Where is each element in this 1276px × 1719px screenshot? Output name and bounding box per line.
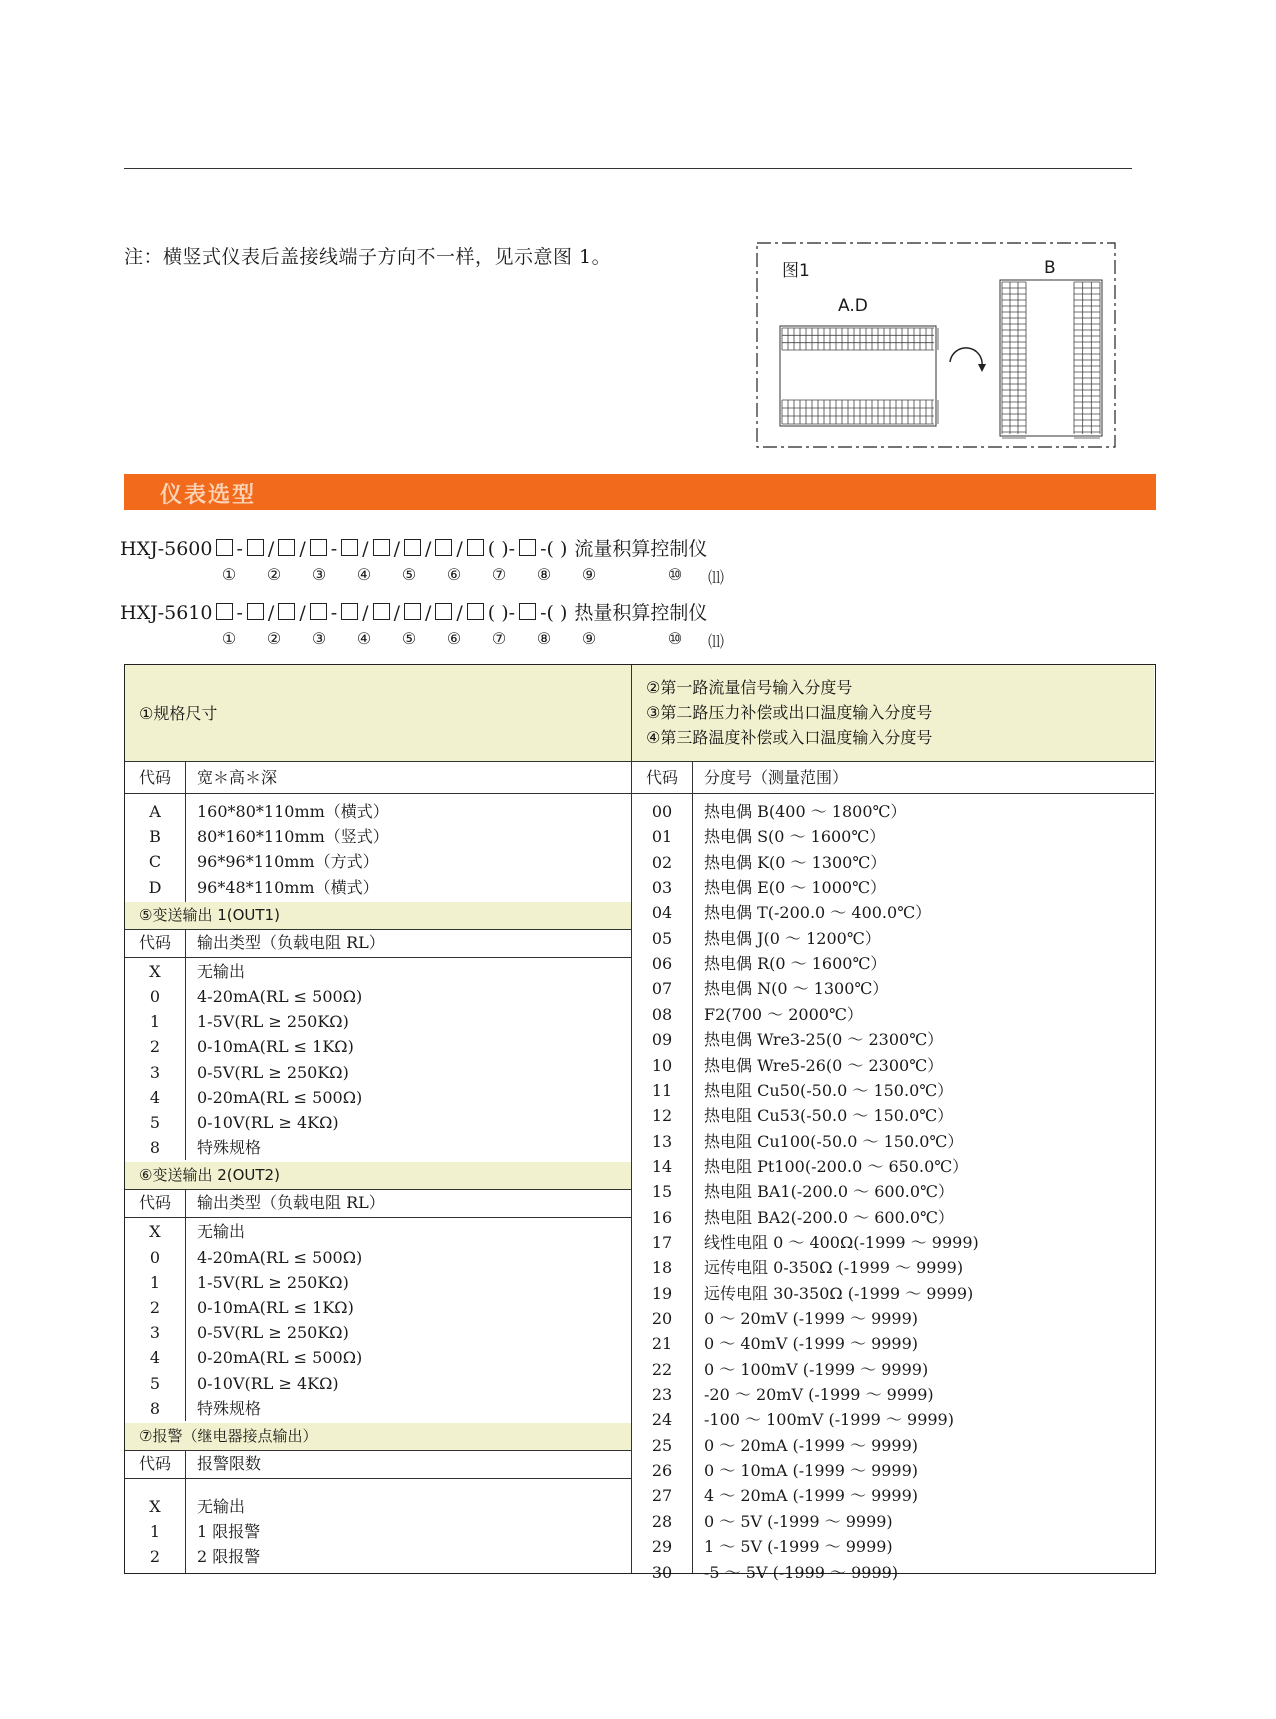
code-slot-box (519, 539, 536, 556)
sensor-row-desc: 热电偶 S(0 ～ 1600℃） (704, 827, 886, 847)
code-slot-box (435, 603, 452, 620)
out2-row-desc: 特殊规格 (197, 1398, 262, 1418)
slot-number: ⑥ (446, 565, 462, 584)
code-separator: - (330, 538, 338, 560)
out2-row-code: 1 (149, 1272, 161, 1292)
sensor-row-desc: 热电阻 BA1(-200.0 ～ 600.0℃） (704, 1182, 954, 1202)
model-numbers-5610 (0, 629, 1276, 651)
code-separator: ( )- (487, 538, 516, 560)
out1-row-code: 4 (149, 1087, 161, 1107)
code-slot-box (404, 539, 421, 556)
row-divider (125, 957, 631, 958)
sensor-col-desc: 分度号（测量范围） (704, 768, 849, 787)
sensor-row-code: 02 (651, 852, 673, 872)
sensor-row-code: 13 (651, 1131, 673, 1151)
sensor-row-desc: 热电阻 Cu100(-50.0 ～ 150.0℃） (704, 1131, 964, 1151)
sensor-row-desc: 热电偶 T(-200.0 ～ 400.0℃） (704, 903, 932, 923)
sensor-row-code: 28 (651, 1511, 673, 1531)
code-separator: / (267, 602, 275, 624)
sensor-row-desc: 热电阻 Cu50(-50.0 ～ 150.0℃） (704, 1080, 954, 1100)
sensor-row-code: 14 (651, 1156, 673, 1176)
code-separator: / (424, 602, 432, 624)
col-divider (692, 761, 693, 1573)
code-slot-box (435, 539, 452, 556)
model-prefix: HXJ-5600 (120, 538, 213, 560)
sensor-row-code: 03 (651, 878, 673, 898)
out1-row-code: 0 (149, 987, 161, 1006)
slot-number: ⑦ (491, 565, 507, 584)
sensor-row-desc: 热电阻 Pt100(-200.0 ～ 650.0℃） (704, 1156, 969, 1176)
selection-table (124, 664, 1156, 1582)
slot-number: ⑩ (667, 565, 683, 584)
out2-row-desc: 4-20mA(RL ≤ 500Ω) (197, 1247, 363, 1267)
sensor-row-desc: 0 ～ 40mV (-1999 ～ 9999) (704, 1334, 919, 1354)
alarm-row-desc: 2 限报警 (197, 1547, 261, 1567)
sensor-row-code: 11 (651, 1080, 673, 1100)
out1-row-desc: 0-10mA(RL ≤ 1KΩ) (197, 1037, 354, 1057)
sensor-row-desc: 0 ～ 20mA (-1999 ～ 9999) (704, 1435, 919, 1455)
sensor-row-code: 22 (651, 1359, 673, 1379)
code-separator: / (299, 602, 306, 624)
sensor-row-code: 24 (651, 1410, 673, 1430)
model-prefix: HXJ-5610 (120, 602, 213, 624)
sensor-row-desc: F2(700 ～ 2000℃） (704, 1004, 863, 1024)
sensor-row-code: 10 (651, 1055, 673, 1075)
sensor-row-code: 19 (651, 1283, 673, 1303)
out2-row-code: 3 (149, 1323, 161, 1343)
slot-number: ② (266, 629, 282, 648)
out2-row-code: 8 (149, 1398, 161, 1418)
out1-row-desc: 0-5V(RL ≥ 250KΩ) (197, 1062, 349, 1082)
code-separator: - (236, 538, 243, 560)
sensor-row-code: 08 (651, 1004, 673, 1024)
code-separator: / (456, 538, 463, 560)
size-col-desc: 宽＊高＊深 (197, 768, 278, 787)
section-title: 仪表选型 (160, 483, 257, 508)
slot-number: ③ (311, 565, 327, 584)
row-divider (632, 793, 1154, 794)
row-divider (125, 793, 631, 794)
out1-row-code: 2 (149, 1037, 161, 1057)
slot-number: ⑨ (581, 629, 597, 648)
code-separator: - (330, 602, 338, 624)
sensor-row-desc: 热电偶 Wre5-26(0 ～ 2300℃） (704, 1055, 944, 1075)
sensor-row-code: 16 (651, 1207, 673, 1227)
out1-row-code: 8 (149, 1138, 161, 1158)
slot-number: ⑧ (536, 565, 552, 584)
size-row-desc: 80*160*110mm（竖式） (197, 827, 389, 847)
code-slot-box (247, 603, 264, 620)
code-slot-box (373, 603, 390, 620)
out1-row-desc: 0-10V(RL ≥ 4KΩ) (197, 1113, 339, 1132)
out1-row-desc: 4-20mA(RL ≤ 500Ω) (197, 987, 363, 1006)
header-sensor-line-2: ③第二路压力补偿或出口温度输入分度号 (646, 703, 933, 722)
sensor-row-desc: 热电偶 B(400 ～ 1800℃） (704, 802, 907, 821)
alarm-col-desc: 报警限数 (197, 1454, 262, 1473)
sensor-row-code: 26 (651, 1461, 673, 1481)
slot-number: ⑤ (401, 629, 417, 648)
sensor-row-code: 30 (651, 1562, 673, 1582)
alarm-row-desc: 1 限报警 (197, 1522, 261, 1542)
sensor-row-code: 18 (651, 1258, 673, 1278)
model-line-5610 (120, 598, 707, 625)
out1-title: ⑤变送输出 1(OUT1) (125, 902, 631, 929)
header-sensor-line-1: ②第一路流量信号输入分度号 (646, 678, 853, 697)
col-divider (185, 929, 186, 1161)
alarm-title: ⑦报警（继电器接点输出） (125, 1423, 631, 1450)
alarm-row-code: 1 (149, 1522, 161, 1542)
sensor-row-desc: 远传电阻 30-350Ω (-1999 ～ 9999) (704, 1283, 974, 1303)
rotate-arrow-icon (950, 348, 982, 366)
code-separator: / (362, 538, 369, 560)
out1-row-code: X (149, 961, 161, 981)
header-size-label: ①规格尺寸 (139, 704, 218, 723)
terminal-block-horizontal (780, 326, 938, 426)
alarm-row-code: X (149, 1497, 161, 1516)
slot-number: ③ (311, 629, 327, 648)
sensor-row-code: 12 (651, 1106, 673, 1126)
out2-row-desc: 0-5V(RL ≥ 250KΩ) (197, 1323, 349, 1343)
sensor-row-desc: -5 ～ 5V (-1999 ～ 9999) (704, 1562, 899, 1582)
code-slot-box (247, 539, 264, 556)
model-suffix: 热量积算控制仪 (568, 602, 708, 624)
sensor-row-code: 04 (651, 903, 673, 923)
header-sensor-line-3: ④第三路温度补偿或入口温度输入分度号 (646, 728, 933, 747)
sensor-row-desc: 热电阻 Cu53(-50.0 ～ 150.0℃） (704, 1106, 954, 1126)
out1-row-desc: 1-5V(RL ≥ 250KΩ) (197, 1012, 349, 1032)
size-row-code: A (149, 802, 161, 821)
sensor-row-desc: 热电偶 Wre3-25(0 ～ 2300℃） (704, 1030, 944, 1050)
out2-row-desc: 0-10mA(RL ≤ 1KΩ) (197, 1298, 354, 1317)
code-slot-box (278, 603, 295, 620)
out2-row-code: X (149, 1222, 161, 1242)
size-row-code: C (148, 852, 162, 872)
code-slot-box (216, 603, 233, 620)
figure-1 (756, 242, 1116, 448)
code-slot-box (467, 603, 484, 620)
slot-number: ② (266, 565, 282, 584)
out1-row-desc: 特殊规格 (197, 1138, 262, 1158)
sensor-row-desc: 热电偶 K(0 ～ 1300℃） (704, 852, 887, 872)
code-slot-box (278, 539, 295, 556)
code-separator: / (393, 602, 400, 624)
out2-row-desc: 无输出 (197, 1222, 246, 1242)
out2-row-desc: 1-5V(RL ≥ 250KΩ) (197, 1272, 349, 1292)
model-numbers-5600 (0, 565, 1276, 587)
code-separator: / (393, 538, 400, 560)
sensor-row-desc: 线性电阻 0 ～ 400Ω(-1999 ～ 9999) (704, 1232, 979, 1252)
sensor-row-desc: -100 ～ 100mV (-1999 ～ 9999) (704, 1410, 954, 1430)
out1-col-code: 代码 (138, 932, 171, 952)
out1-row-code: 1 (149, 1012, 161, 1032)
size-row-desc: 160*80*110mm（横式） (197, 802, 389, 821)
code-slot-box (310, 539, 327, 556)
slot-number: ⑦ (491, 629, 507, 648)
out1-row-code: 5 (149, 1113, 161, 1132)
alarm-row-code: 2 (149, 1547, 161, 1567)
model-suffix: 流量积算控制仪 (568, 538, 708, 560)
col-divider (185, 1450, 186, 1570)
slot-number: ⑨ (581, 565, 597, 584)
row-divider (125, 1217, 631, 1218)
out2-row-code: 2 (149, 1298, 161, 1317)
size-col-code: 代码 (138, 768, 171, 787)
sensor-row-code: 27 (651, 1486, 673, 1506)
sensor-row-desc: 4 ～ 20mA (-1999 ～ 9999) (704, 1486, 919, 1506)
slot-number: ⑥ (446, 629, 462, 648)
out2-row-code: 0 (149, 1247, 161, 1267)
alarm-col-code: 代码 (138, 1454, 171, 1473)
row-divider (125, 761, 1154, 762)
out2-row-desc: 0-20mA(RL ≤ 500Ω) (197, 1348, 363, 1368)
code-separator: / (299, 538, 306, 560)
header-sensor (632, 665, 1154, 761)
sensor-row-desc: 热电偶 R(0 ～ 1600℃） (704, 954, 887, 974)
code-slot-box (216, 539, 233, 556)
out1-row-desc: 无输出 (197, 961, 246, 981)
sensor-row-desc: 热电偶 N(0 ～ 1300℃） (704, 979, 889, 999)
code-slot-box (519, 603, 536, 620)
col-divider (185, 1189, 186, 1421)
sensor-row-code: 00 (651, 802, 673, 821)
size-row-code: D (148, 877, 162, 897)
out1-col-desc: 输出类型（负载电阻 RL） (197, 932, 385, 952)
sensor-row-desc: 热电阻 BA2(-200.0 ～ 600.0℃） (704, 1207, 954, 1227)
terminal-block-vertical (1000, 280, 1102, 438)
code-separator: - (236, 602, 243, 624)
out2-col-code: 代码 (138, 1193, 171, 1213)
code-separator: ( )- (487, 602, 516, 624)
sensor-row-code: 05 (651, 928, 673, 948)
out2-col-desc: 输出类型（负载电阻 RL） (197, 1193, 385, 1213)
col-divider (185, 1570, 186, 1573)
code-slot-box (373, 539, 390, 556)
size-row-desc: 96*96*110mm（方式） (197, 852, 379, 872)
sensor-row-code: 25 (651, 1435, 673, 1455)
code-separator: / (456, 602, 463, 624)
row-divider (125, 1478, 631, 1479)
figure-label-ad: A.D (838, 296, 868, 316)
sensor-row-code: 17 (651, 1232, 673, 1252)
sensor-row-desc: 0 ～ 5V (-1999 ～ 9999) (704, 1511, 893, 1531)
figure-label-b: B (1044, 258, 1056, 278)
out2-title: ⑥变送输出 2(OUT2) (125, 1162, 631, 1189)
out1-row-desc: 0-20mA(RL ≤ 500Ω) (197, 1087, 363, 1107)
section-band (124, 474, 1156, 510)
sensor-row-code: 06 (651, 954, 673, 974)
code-slot-box (341, 603, 358, 620)
slot-number: ⑩ (667, 629, 683, 648)
top-rule (124, 168, 1132, 169)
sensor-row-desc: 0 ～ 10mA (-1999 ～ 9999) (704, 1461, 919, 1481)
sensor-row-code: 15 (651, 1182, 673, 1202)
sensor-col-code: 代码 (645, 768, 678, 787)
slot-number: ① (221, 629, 237, 648)
out1-row-code: 3 (149, 1062, 161, 1082)
code-separator: -( ) (540, 538, 568, 560)
sensor-row-code: 07 (651, 979, 673, 999)
sensor-row-code: 21 (651, 1334, 673, 1354)
out2-row-desc: 0-10V(RL ≥ 4KΩ) (197, 1373, 339, 1393)
out2-row-code: 5 (149, 1373, 161, 1393)
sensor-row-code: 01 (651, 827, 673, 847)
header-size (125, 665, 631, 761)
sensor-row-code: 29 (651, 1537, 673, 1557)
sensor-row-code: 20 (651, 1309, 673, 1328)
slot-number: ④ (356, 565, 372, 584)
slot-number: ① (221, 565, 237, 584)
code-separator: / (267, 538, 275, 560)
slot-number: ⑾ (707, 632, 725, 651)
size-row-code: B (149, 827, 161, 847)
code-separator: / (424, 538, 432, 560)
code-slot-box (310, 603, 327, 620)
figure-title: 图1 (782, 261, 810, 281)
size-row-desc: 96*48*110mm（横式） (197, 877, 379, 897)
slot-number: ⑤ (401, 565, 417, 584)
col-divider (185, 761, 186, 902)
sensor-row-desc: 远传电阻 0-350Ω (-1999 ～ 9999) (704, 1258, 964, 1278)
sensor-row-desc: 热电偶 E(0 ～ 1000℃） (704, 878, 886, 898)
code-slot-box (404, 603, 421, 620)
sensor-row-code: 09 (651, 1030, 673, 1050)
alarm-row-desc: 无输出 (197, 1497, 246, 1516)
note-text: 注：横竖式仪表后盖接线端子方向不一样，见示意图 1。 (124, 246, 612, 268)
slot-number: ⑾ (707, 568, 725, 587)
sensor-row-code: 23 (651, 1385, 673, 1405)
model-line-5600 (120, 534, 707, 561)
sensor-row-desc: 0 ～ 20mV (-1999 ～ 9999) (704, 1309, 919, 1328)
code-slot-box (467, 539, 484, 556)
slot-number: ④ (356, 629, 372, 648)
sensor-row-desc: -20 ～ 20mV (-1999 ～ 9999) (704, 1385, 934, 1405)
sensor-row-desc: 热电偶 J(0 ～ 1200℃） (704, 928, 881, 948)
code-separator: -( ) (540, 602, 568, 624)
sensor-row-desc: 0 ～ 100mV (-1999 ～ 9999) (704, 1359, 929, 1379)
figure-frame (756, 242, 1116, 448)
out2-row-code: 4 (149, 1348, 161, 1368)
slot-number: ⑧ (536, 629, 552, 648)
code-slot-box (341, 539, 358, 556)
sensor-row-desc: 1 ～ 5V (-1999 ～ 9999) (704, 1537, 893, 1557)
code-separator: / (362, 602, 369, 624)
